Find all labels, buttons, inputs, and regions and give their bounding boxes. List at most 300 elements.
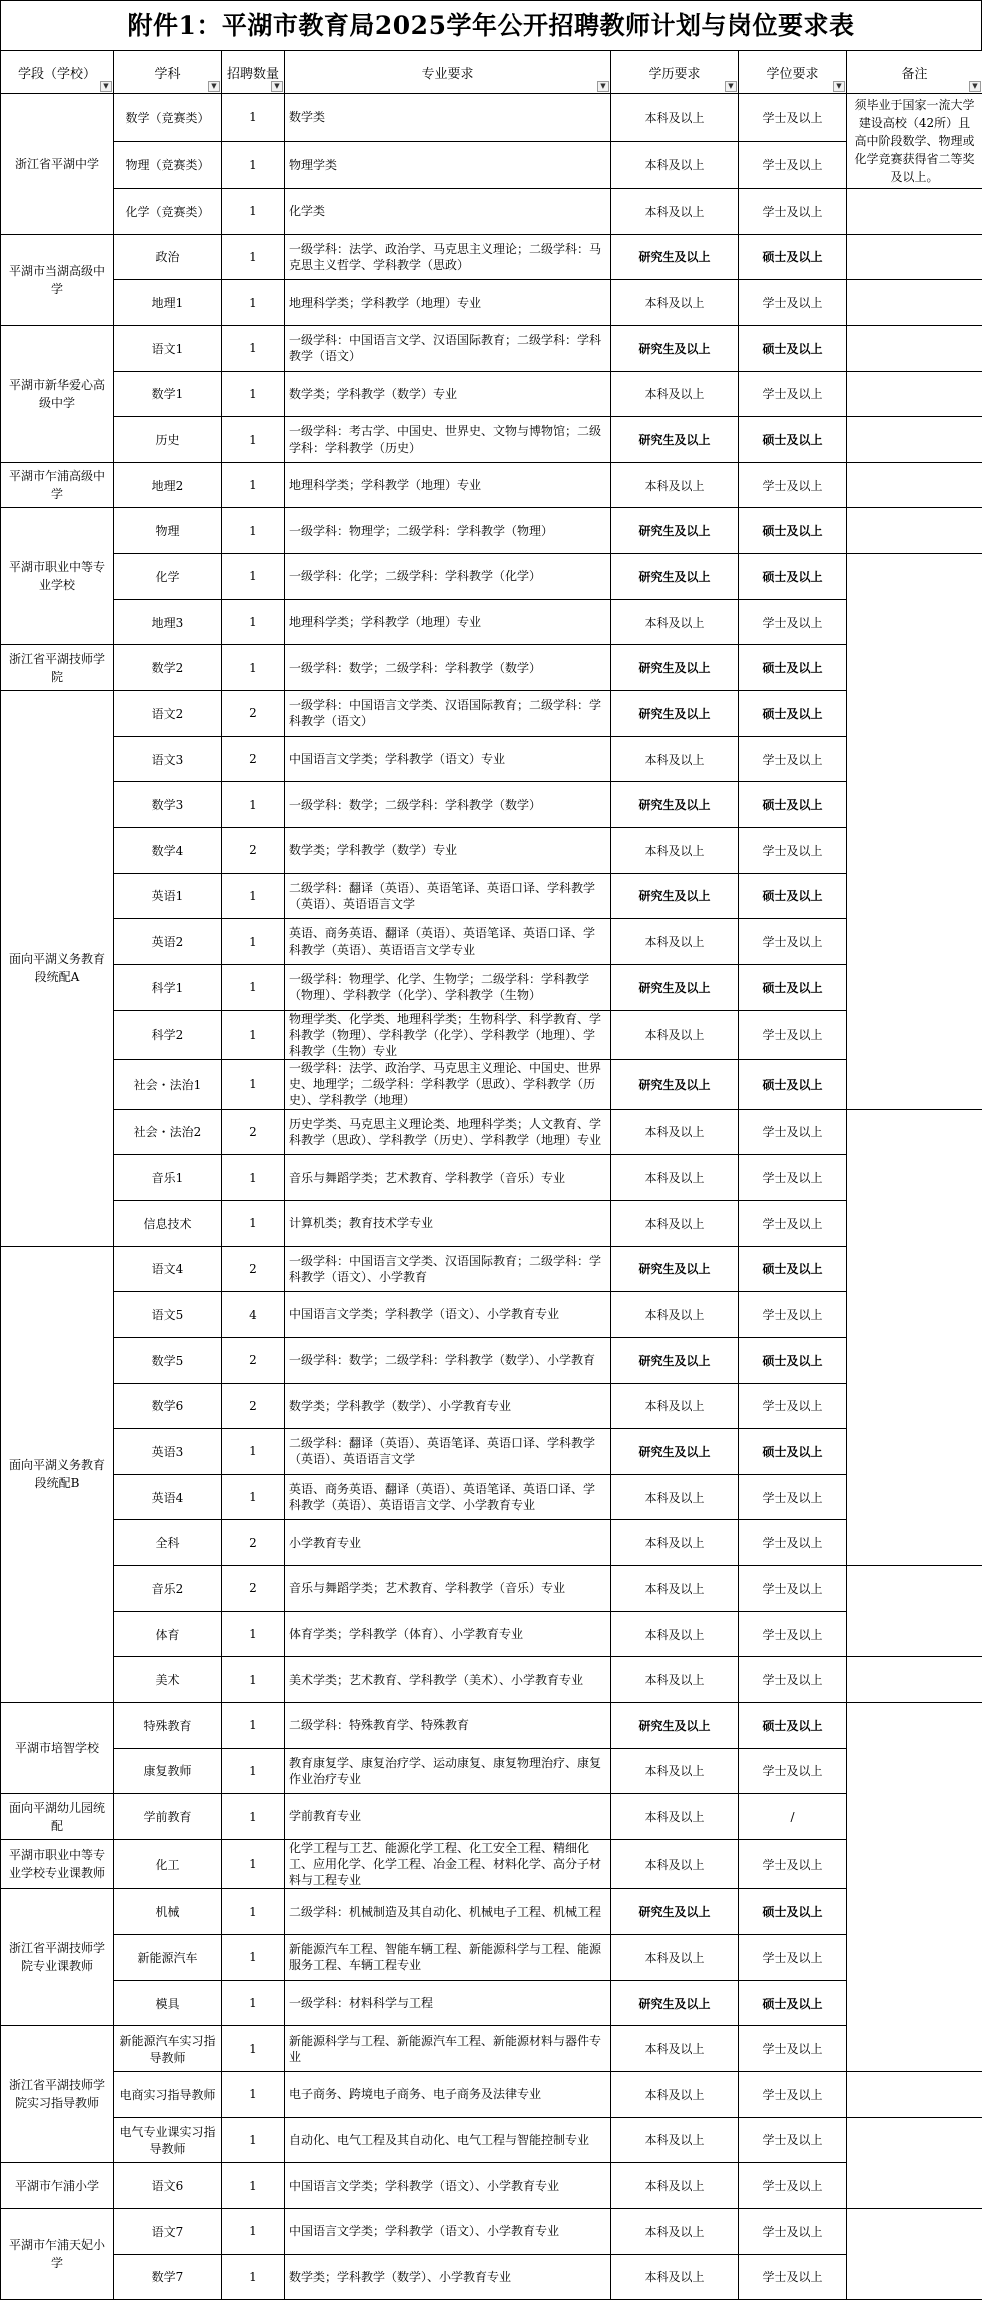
cell-count: 1 [222, 94, 285, 142]
cell-subject: 数学3 [114, 782, 222, 828]
cell-major: 一级学科：法学、政治学、马克思主义理论、中国史、世界史、地理学；二级学科：学科教学（思政）、学科教学（历史）、学科教学（地理） [285, 1060, 611, 1110]
cell-major: 二级学科：翻译（英语）、英语笔译、英语口译、学科教学（英语）、英语语言文学 [285, 1429, 611, 1475]
cell-note [847, 508, 982, 554]
cell-count: 1 [222, 2026, 285, 2072]
cell-count: 1 [222, 141, 285, 189]
cell-education: 本科及以上 [611, 1474, 739, 1520]
cell-major: 计算机类；教育技术学专业 [285, 1200, 611, 1246]
cell-degree: 硕士及以上 [739, 782, 847, 828]
table-row [1, 1794, 982, 1840]
cell-count: 1 [222, 1474, 285, 1520]
cell-education: 本科及以上 [611, 462, 739, 508]
cell-count: 1 [222, 782, 285, 828]
recruitment-table [0, 50, 982, 2300]
table-row [1, 94, 982, 142]
cell-major: 数学类；学科教学（数学）专业 [285, 371, 611, 417]
cell-degree: 硕士及以上 [739, 1702, 847, 1748]
cell-degree: 硕士及以上 [739, 1980, 847, 2026]
cell-major: 数学类；学科教学（数学）、小学教育专业 [285, 1383, 611, 1429]
cell-subject: 数学2 [114, 645, 222, 691]
cell-education: 研究生及以上 [611, 1889, 739, 1935]
cell-subject: 英语2 [114, 919, 222, 965]
cell-count: 1 [222, 1702, 285, 1748]
cell-major: 一级学科：物理学、化学、生物学；二级学科：学科教学（物理）、学科教学（化学）、学科教学（生物） [285, 964, 611, 1010]
cell-education: 本科及以上 [611, 1520, 739, 1566]
cell-education: 研究生及以上 [611, 645, 739, 691]
header-degree: 学位要求 ▼ [739, 51, 847, 94]
table-row [1, 2117, 982, 2163]
table-row [1, 599, 982, 645]
cell-count: 2 [222, 1109, 285, 1155]
cell-count: 1 [222, 1429, 285, 1475]
cell-degree: 学士及以上 [739, 2072, 847, 2118]
table-row [1, 1010, 982, 1060]
cell-subject: 美术 [114, 1657, 222, 1703]
cell-degree: 硕士及以上 [739, 873, 847, 919]
cell-education: 研究生及以上 [611, 873, 739, 919]
cell-count: 1 [222, 554, 285, 600]
cell-subject: 数学4 [114, 827, 222, 873]
cell-education: 研究生及以上 [611, 691, 739, 737]
cell-school: 平湖市职业中等专业学校专业课教师 [1, 1839, 114, 1889]
cell-subject: 地理3 [114, 599, 222, 645]
table-row [1, 280, 982, 326]
cell-count: 1 [222, 2163, 285, 2209]
cell-education: 本科及以上 [611, 2117, 739, 2163]
cell-major: 物理学类、化学类、地理科学类；生物科学、科学教育、学科教学（物理）、学科教学（化学）、学科教学（地理）、学科教学（生物）专业 [285, 1010, 611, 1060]
cell-degree: 学士及以上 [739, 1010, 847, 1060]
dropdown-arrow-icon[interactable]: ▼ [597, 81, 609, 92]
table-row [1, 1292, 982, 1338]
table-row [1, 1200, 982, 1246]
cell-degree: 学士及以上 [739, 1474, 847, 1520]
cell-school: 平湖市乍浦天妃小学 [1, 2208, 114, 2299]
cell-degree: 学士及以上 [739, 2026, 847, 2072]
cell-education: 本科及以上 [611, 94, 739, 142]
cell-major: 小学教育专业 [285, 1520, 611, 1566]
table-row [1, 782, 982, 828]
table-row [1, 1935, 982, 1981]
cell-subject: 康复教师 [114, 1748, 222, 1794]
cell-school: 平湖市培智学校 [1, 1702, 114, 1793]
cell-subject: 社会・法治1 [114, 1060, 222, 1110]
cell-degree: 学士及以上 [739, 2163, 847, 2209]
table-row [1, 1246, 982, 1292]
cell-major: 自动化、电气工程及其自动化、电气工程与智能控制专业 [285, 2117, 611, 2163]
cell-count: 1 [222, 2072, 285, 2118]
table-row [1, 417, 982, 463]
header-education: 学历要求 ▼ [611, 51, 739, 94]
cell-note [847, 234, 982, 280]
cell-school: 平湖市职业中等专业学校 [1, 508, 114, 645]
cell-school: 平湖市乍浦高级中学 [1, 462, 114, 508]
cell-count: 1 [222, 189, 285, 235]
cell-subject: 物理（竞赛类） [114, 141, 222, 189]
dropdown-arrow-icon[interactable]: ▼ [100, 81, 112, 92]
cell-degree: 学士及以上 [739, 462, 847, 508]
cell-degree: 学士及以上 [739, 94, 847, 142]
cell-education: 研究生及以上 [611, 417, 739, 463]
cell-note [847, 325, 982, 371]
cell-education: 研究生及以上 [611, 1246, 739, 1292]
table-row [1, 1383, 982, 1429]
cell-subject: 化学（竞赛类） [114, 189, 222, 235]
cell-subject: 音乐2 [114, 1566, 222, 1612]
cell-degree: 学士及以上 [739, 736, 847, 782]
cell-count: 1 [222, 1839, 285, 1889]
header-major: 专业要求 ▼ [285, 51, 611, 94]
cell-subject: 语文2 [114, 691, 222, 737]
cell-subject: 数学6 [114, 1383, 222, 1429]
table-row [1, 1980, 982, 2026]
cell-degree: 学士及以上 [739, 1383, 847, 1429]
cell-degree: 硕士及以上 [739, 325, 847, 371]
cell-degree: 硕士及以上 [739, 1889, 847, 1935]
cell-major: 二级学科：翻译（英语）、英语笔译、英语口译、学科教学（英语）、英语语言文学 [285, 873, 611, 919]
cell-note [847, 2117, 982, 2208]
dropdown-arrow-icon[interactable]: ▼ [833, 81, 845, 92]
cell-note [847, 280, 982, 326]
table-row [1, 1474, 982, 1520]
cell-degree: 学士及以上 [739, 189, 847, 235]
cell-count: 1 [222, 371, 285, 417]
cell-education: 研究生及以上 [611, 964, 739, 1010]
table-row [1, 1566, 982, 1612]
cell-major: 电子商务、跨境电子商务、电子商务及法律专业 [285, 2072, 611, 2118]
cell-education: 本科及以上 [611, 1839, 739, 1889]
cell-subject: 英语4 [114, 1474, 222, 1520]
cell-degree: 学士及以上 [739, 1292, 847, 1338]
cell-degree: 硕士及以上 [739, 691, 847, 737]
table-row [1, 462, 982, 508]
cell-count: 4 [222, 1292, 285, 1338]
cell-subject: 音乐1 [114, 1155, 222, 1201]
cell-count: 2 [222, 1383, 285, 1429]
table-row [1, 919, 982, 965]
cell-school: 平湖市乍浦小学 [1, 2163, 114, 2209]
cell-education: 研究生及以上 [611, 1702, 739, 1748]
cell-subject: 机械 [114, 1889, 222, 1935]
cell-education: 研究生及以上 [611, 1429, 739, 1475]
cell-degree: 学士及以上 [739, 2254, 847, 2300]
cell-subject: 数学5 [114, 1337, 222, 1383]
cell-subject: 数学1 [114, 371, 222, 417]
cell-count: 2 [222, 1246, 285, 1292]
cell-subject: 语文6 [114, 2163, 222, 2209]
table-row [1, 1657, 982, 1703]
cell-note [847, 554, 982, 1110]
cell-degree: 硕士及以上 [739, 234, 847, 280]
cell-subject: 地理1 [114, 280, 222, 326]
cell-major: 中国语言文学类；学科教学（语文）专业 [285, 736, 611, 782]
cell-degree: 学士及以上 [739, 1935, 847, 1981]
cell-degree: 学士及以上 [739, 1839, 847, 1889]
cell-education: 本科及以上 [611, 371, 739, 417]
cell-subject: 语文7 [114, 2208, 222, 2254]
table-row [1, 189, 982, 235]
cell-count: 1 [222, 1060, 285, 1110]
cell-school: 浙江省平湖技师学院实习指导教师 [1, 2026, 114, 2163]
cell-count: 1 [222, 1200, 285, 1246]
cell-subject: 全科 [114, 1520, 222, 1566]
cell-degree: 硕士及以上 [739, 508, 847, 554]
cell-major: 地理科学类；学科教学（地理）专业 [285, 599, 611, 645]
table-row [1, 554, 982, 600]
cell-subject: 模具 [114, 1980, 222, 2026]
cell-education: 本科及以上 [611, 280, 739, 326]
table-row [1, 736, 982, 782]
header-school: 学段（学校） ▼ [1, 51, 114, 94]
cell-major: 一级学科：数学；二级学科：学科教学（数学） [285, 645, 611, 691]
cell-subject: 数学（竞赛类） [114, 94, 222, 142]
cell-degree: 学士及以上 [739, 1566, 847, 1612]
cell-education: 研究生及以上 [611, 234, 739, 280]
cell-major: 数学类 [285, 94, 611, 142]
cell-note [847, 1109, 982, 1565]
table-row [1, 827, 982, 873]
cell-major: 物理学类 [285, 141, 611, 189]
table-row [1, 1889, 982, 1935]
table-row [1, 2254, 982, 2300]
cell-count: 1 [222, 873, 285, 919]
cell-subject: 体育 [114, 1611, 222, 1657]
table-row [1, 2208, 982, 2254]
cell-count: 1 [222, 1980, 285, 2026]
cell-count: 1 [222, 2254, 285, 2300]
cell-count: 1 [222, 325, 285, 371]
cell-major: 美术学类；艺术教育、学科教学（美术）、小学教育专业 [285, 1657, 611, 1703]
cell-major: 一级学科：材料科学与工程 [285, 1980, 611, 2026]
cell-major: 中国语言文学类；学科教学（语文）、小学教育专业 [285, 1292, 611, 1338]
cell-education: 本科及以上 [611, 1748, 739, 1794]
cell-count: 1 [222, 1935, 285, 1981]
cell-count: 2 [222, 827, 285, 873]
cell-education: 本科及以上 [611, 1657, 739, 1703]
cell-school: 平湖市当湖高级中学 [1, 234, 114, 325]
cell-note [847, 462, 982, 508]
cell-subject: 英语1 [114, 873, 222, 919]
cell-count: 1 [222, 508, 285, 554]
cell-subject: 英语3 [114, 1429, 222, 1475]
table-row [1, 964, 982, 1010]
cell-degree: 学士及以上 [739, 1155, 847, 1201]
cell-count: 1 [222, 2208, 285, 2254]
cell-major: 地理科学类；学科教学（地理）专业 [285, 462, 611, 508]
header-subject: 学科 ▼ [114, 51, 222, 94]
cell-count: 2 [222, 1566, 285, 1612]
cell-major: 学前教育专业 [285, 1794, 611, 1840]
cell-degree: 学士及以上 [739, 827, 847, 873]
cell-degree: 硕士及以上 [739, 964, 847, 1010]
table-row [1, 691, 982, 737]
cell-degree: 硕士及以上 [739, 1060, 847, 1110]
cell-education: 本科及以上 [611, 1566, 739, 1612]
cell-education: 本科及以上 [611, 1292, 739, 1338]
dropdown-arrow-icon[interactable]: ▼ [725, 81, 737, 92]
cell-major: 数学类；学科教学（数学）、小学教育专业 [285, 2254, 611, 2300]
cell-major: 数学类；学科教学（数学）专业 [285, 827, 611, 873]
cell-school: 浙江省平湖中学 [1, 94, 114, 235]
table-row [1, 234, 982, 280]
cell-count: 1 [222, 919, 285, 965]
cell-major: 一级学科：化学；二级学科：学科教学（化学） [285, 554, 611, 600]
cell-education: 本科及以上 [611, 2072, 739, 2118]
cell-count: 2 [222, 736, 285, 782]
cell-education: 本科及以上 [611, 2163, 739, 2209]
cell-subject: 化工 [114, 1839, 222, 1889]
cell-note [847, 1702, 982, 2071]
table-row [1, 1748, 982, 1794]
table-row [1, 1429, 982, 1475]
table-row [1, 2026, 982, 2072]
cell-education: 本科及以上 [611, 2026, 739, 2072]
cell-degree: 硕士及以上 [739, 417, 847, 463]
cell-subject: 特殊教育 [114, 1702, 222, 1748]
table-row [1, 2163, 982, 2209]
cell-education: 本科及以上 [611, 1383, 739, 1429]
cell-subject: 社会・法治2 [114, 1109, 222, 1155]
cell-note [847, 189, 982, 235]
cell-major: 一级学科：物理学；二级学科：学科教学（物理） [285, 508, 611, 554]
cell-school: 面向平湖幼儿园统配 [1, 1794, 114, 1840]
cell-count: 1 [222, 1889, 285, 1935]
table-row [1, 1109, 982, 1155]
cell-school: 平湖市新华爱心高级中学 [1, 325, 114, 462]
cell-count: 2 [222, 1520, 285, 1566]
cell-education: 本科及以上 [611, 189, 739, 235]
cell-count: 1 [222, 1155, 285, 1201]
cell-count: 1 [222, 234, 285, 280]
cell-note [847, 417, 982, 463]
cell-subject: 语文5 [114, 1292, 222, 1338]
dropdown-arrow-icon[interactable]: ▼ [208, 81, 220, 92]
cell-school: 浙江省平湖技师学院专业课教师 [1, 1889, 114, 2026]
header-note: 备注 ▼ [847, 51, 982, 94]
cell-education: 本科及以上 [611, 827, 739, 873]
cell-education: 研究生及以上 [611, 554, 739, 600]
cell-education: 本科及以上 [611, 919, 739, 965]
dropdown-arrow-icon[interactable]: ▼ [271, 81, 283, 92]
cell-degree: 学士及以上 [739, 919, 847, 965]
cell-major: 中国语言文学类；学科教学（语文）、小学教育专业 [285, 2208, 611, 2254]
cell-count: 1 [222, 1611, 285, 1657]
table-row [1, 1520, 982, 1566]
page-title: 附件1：平湖市教育局2025学年公开招聘教师计划与岗位要求表 [0, 0, 982, 50]
cell-major: 音乐与舞蹈学类；艺术教育、学科教学（音乐）专业 [285, 1566, 611, 1612]
table-row [1, 1337, 982, 1383]
table-row [1, 1060, 982, 1110]
cell-education: 研究生及以上 [611, 1060, 739, 1110]
cell-subject: 地理2 [114, 462, 222, 508]
cell-subject: 历史 [114, 417, 222, 463]
cell-degree: 学士及以上 [739, 1109, 847, 1155]
cell-education: 本科及以上 [611, 1109, 739, 1155]
cell-major: 地理科学类；学科教学（地理）专业 [285, 280, 611, 326]
cell-major: 二级学科：机械制造及其自动化、机械电子工程、机械工程 [285, 1889, 611, 1935]
cell-major: 历史学类、马克思主义理论类、地理科学类；人文教育、学科教学（思政）、学科教学（历史）、学科教学（地理）专业 [285, 1109, 611, 1155]
cell-school: 浙江省平湖技师学院 [1, 645, 114, 691]
cell-degree: 学士及以上 [739, 141, 847, 189]
cell-degree: / [739, 1794, 847, 1840]
table-row [1, 873, 982, 919]
table-row [1, 2072, 982, 2118]
cell-count: 1 [222, 280, 285, 326]
cell-degree: 硕士及以上 [739, 1246, 847, 1292]
cell-subject: 信息技术 [114, 1200, 222, 1246]
cell-education: 研究生及以上 [611, 782, 739, 828]
table-row [1, 1155, 982, 1201]
cell-education: 本科及以上 [611, 599, 739, 645]
cell-count: 1 [222, 2117, 285, 2163]
cell-subject: 电气专业课实习指导教师 [114, 2117, 222, 2163]
cell-count: 1 [222, 1657, 285, 1703]
cell-major: 一级学科：考古学、中国史、世界史、文物与博物馆；二级学科：学科教学（历史） [285, 417, 611, 463]
cell-education: 研究生及以上 [611, 1980, 739, 2026]
cell-count: 1 [222, 1748, 285, 1794]
cell-count: 1 [222, 645, 285, 691]
cell-education: 本科及以上 [611, 1935, 739, 1981]
table-row [1, 1839, 982, 1889]
cell-major: 英语、商务英语、翻译（英语）、英语笔译、英语口译、学科教学（英语）、英语语言文学、小学教育专业 [285, 1474, 611, 1520]
cell-subject: 电商实习指导教师 [114, 2072, 222, 2118]
cell-subject: 物理 [114, 508, 222, 554]
table-row [1, 1702, 982, 1748]
cell-count: 1 [222, 462, 285, 508]
cell-count: 2 [222, 691, 285, 737]
dropdown-arrow-icon[interactable]: ▼ [969, 81, 981, 92]
cell-degree: 学士及以上 [739, 1611, 847, 1657]
table-row [1, 645, 982, 691]
cell-major: 一级学科：中国语言文学类、汉语国际教育；二级学科：学科教学（语文） [285, 691, 611, 737]
cell-subject: 政治 [114, 234, 222, 280]
cell-degree: 学士及以上 [739, 1200, 847, 1246]
table-row [1, 141, 982, 189]
cell-degree: 硕士及以上 [739, 554, 847, 600]
cell-major: 一级学科：法学、政治学、马克思主义理论；二级学科：马克思主义哲学、学科教学（思政） [285, 234, 611, 280]
cell-subject: 数学7 [114, 2254, 222, 2300]
cell-education: 本科及以上 [611, 141, 739, 189]
cell-note: 须毕业于国家一流大学建设高校（42所）且高中阶段数学、物理或化学竞赛获得省二等奖及以上。 [847, 94, 982, 189]
cell-subject: 语文4 [114, 1246, 222, 1292]
cell-major: 新能源汽车工程、智能车辆工程、新能源科学与工程、能源服务工程、车辆工程专业 [285, 1935, 611, 1981]
cell-major: 一级学科：中国语言文学、汉语国际教育；二级学科：学科教学（语文） [285, 325, 611, 371]
cell-education: 研究生及以上 [611, 508, 739, 554]
cell-note [847, 2208, 982, 2299]
cell-subject: 化学 [114, 554, 222, 600]
cell-education: 本科及以上 [611, 736, 739, 782]
cell-degree: 硕士及以上 [739, 1429, 847, 1475]
cell-degree: 学士及以上 [739, 371, 847, 417]
cell-degree: 学士及以上 [739, 280, 847, 326]
cell-major: 音乐与舞蹈学类；艺术教育、学科教学（音乐）专业 [285, 1155, 611, 1201]
cell-education: 研究生及以上 [611, 325, 739, 371]
cell-degree: 学士及以上 [739, 1748, 847, 1794]
table-row [1, 371, 982, 417]
cell-major: 化学类 [285, 189, 611, 235]
cell-degree: 硕士及以上 [739, 1337, 847, 1383]
cell-subject: 科学2 [114, 1010, 222, 1060]
cell-subject: 语文1 [114, 325, 222, 371]
cell-note [847, 1657, 982, 1703]
cell-count: 2 [222, 1337, 285, 1383]
cell-major: 一级学科：数学；二级学科：学科教学（数学）、小学教育 [285, 1337, 611, 1383]
cell-education: 本科及以上 [611, 1611, 739, 1657]
cell-subject: 新能源汽车 [114, 1935, 222, 1981]
cell-count: 1 [222, 1010, 285, 1060]
cell-major: 体育学类；学科教学（体育）、小学教育专业 [285, 1611, 611, 1657]
cell-degree: 学士及以上 [739, 1657, 847, 1703]
cell-count: 1 [222, 964, 285, 1010]
